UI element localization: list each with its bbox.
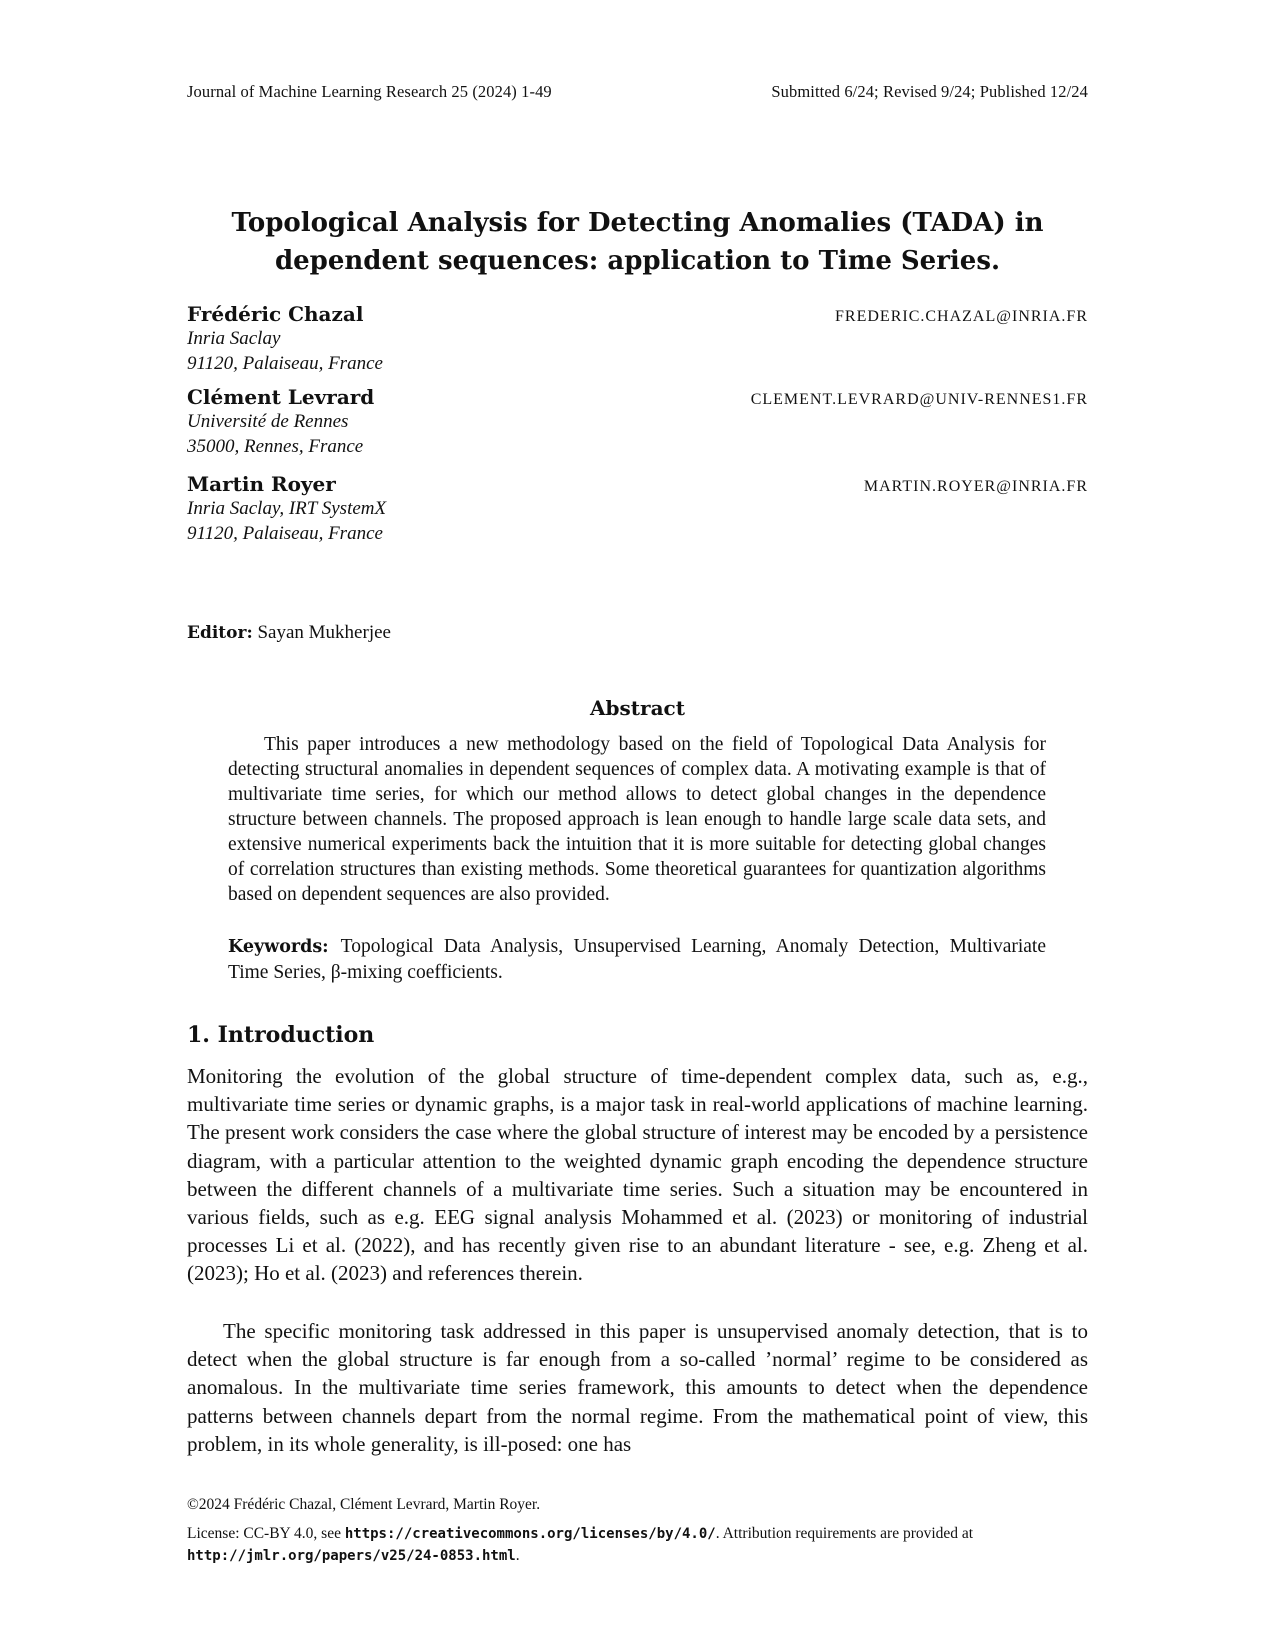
author-affiliation: Inria Saclay: [187, 328, 281, 349]
body-paragraph-2: The specific monitoring task addressed in this paper is unsupervised anomaly detection, that is to detect when the global structure is far enough from a so-called ’normal’ regime to be considered as anomalous. In the multivariate time series framework, this amounts to detect when the dependence patterns between channels depart from the normal regime. From the mathematical point of view, this problem, in its whole generality, is ill-posed: one has: [187, 1319, 1088, 1456]
body-paragraph-1: Monitoring the evolution of the global structure of time-dependent complex data, such as, e.g., multivariate time series or dynamic graphs, is a major task in real-world applications of machine learning. The present work considers the case where the global structure of interest may be encoded by a persistence diagram, with a particular attention to the weighted dynamic graph encoding the dependence structure between the different channels of a multivariate time series. Such a situation may be encountered in various fields, such as e.g. EEG signal analysis Mohammed et al. (2023) or monitoring of industrial processes Li et al. (2022), and has recently given rise to an abundant literature - see, e.g. Zheng et al. (2023); Ho et al. (2023) and references therein.: [187, 1064, 1088, 1286]
author-address: 35000, Rennes, France: [187, 436, 364, 457]
license-link[interactable]: https://creativecommons.org/licenses/by/4.0/: [344, 1526, 716, 1542]
abstract-heading: Abstract: [590, 696, 685, 720]
title-line-2: dependent sequences: application to Time Series.: [274, 246, 1001, 276]
editor-name: Sayan Mukherjee: [257, 622, 391, 643]
author-block: [187, 472, 1088, 546]
title-line-1: Topological Analysis for Detecting Anomalies (TADA) in: [231, 208, 1044, 238]
abstract-text: This paper introduces a new methodology based on the field of Topological Data Analysis for detecting structural anomalies in dependent sequences of complex data. A motivating example is that of multivariate time series, for which our method allows to detect global changes in the dependence structure between channels. The proposed approach is lean enough to handle large scale data sets, and extensive numerical experiments back the intuition that it is more suitable for detecting global changes of correlation structures than existing methods. Some theoretical guarantees for quantization algorithms based on dependent sequences are also provided.: [228, 734, 1046, 905]
running-head: [187, 82, 1088, 102]
license-end: .: [515, 1547, 520, 1564]
journal-citation: Journal of Machine Learning Research 25 (2024) 1-49: [187, 82, 552, 101]
section-heading: 1. Introduction: [187, 1022, 375, 1048]
license-mid: . Attribution requirements are provided at: [715, 1525, 974, 1542]
editor-label: Editor:: [187, 623, 253, 643]
paper-link[interactable]: http://jmlr.org/papers/v25/24-0853.html: [187, 1548, 516, 1564]
author-email[interactable]: MARTIN.ROYER@INRIA.FR: [863, 478, 1088, 495]
author-affiliation: Inria Saclay, IRT SystemX: [187, 498, 387, 519]
author-name: Clément Levrard: [187, 385, 375, 409]
keywords-text: Topological Data Analysis, Unsupervised Learning, Anomaly Detection, Multivariate Time Series, β-mixing coefficients.: [228, 936, 1046, 983]
copyright-notice: ©2024 Frédéric Chazal, Clément Levrard, Martin Royer.: [187, 1496, 541, 1513]
author-block: [187, 385, 1088, 459]
author-address: 91120, Palaiseau, France: [187, 523, 383, 544]
author-block: [187, 302, 1088, 376]
author-name: Frédéric Chazal: [187, 302, 364, 326]
author-address: 91120, Palaiseau, France: [187, 353, 383, 374]
paper-title: [187, 204, 1088, 280]
license-prefix: License: CC-BY 4.0, see: [187, 1525, 345, 1542]
editor-line: [187, 622, 391, 644]
publication-dates: Submitted 6/24; Revised 9/24; Published 12/24: [771, 82, 1088, 101]
author-email[interactable]: CLEMENT.LEVRARD@UNIV-RENNES1.FR: [750, 391, 1088, 408]
keywords: [228, 934, 1046, 985]
keywords-label: Keywords:: [228, 937, 329, 957]
author-name: Martin Royer: [187, 472, 336, 496]
license-notice: [187, 1523, 1088, 1567]
author-email[interactable]: FREDERIC.CHAZAL@INRIA.FR: [835, 308, 1088, 325]
author-affiliation: Université de Rennes: [187, 411, 349, 432]
